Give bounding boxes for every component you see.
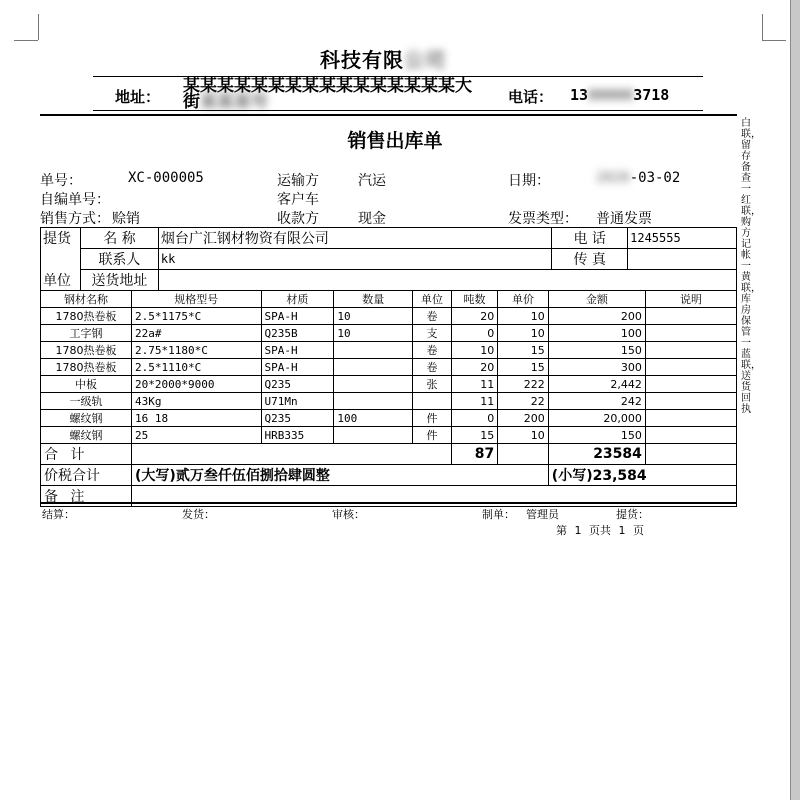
fax-value [628,249,737,270]
item-cell-规格型号: 43Kg [132,393,261,410]
pickup-phone-label: 电 话 [552,228,628,249]
item-cell-钢材名称: 1780热卷板 [41,308,132,325]
header-cell: 单位 [413,291,451,308]
item-cell-材质: SPA-H [261,342,334,359]
item-cell-钢材名称: 1780热卷板 [41,359,132,376]
contact-value: kk [158,249,551,270]
item-cell-规格型号: 20*2000*9000 [132,376,261,393]
amount-lower: (小写)23,584 [548,465,736,486]
item-cell-单位: 张 [413,376,451,393]
item-cell-材质: Q235B [261,325,334,342]
item-cell-单位 [413,393,451,410]
item-cell-数量: 10 [334,325,413,342]
contact-label: 联系人 [80,249,158,270]
header-cell: 材质 [261,291,334,308]
pickup-info-table [40,227,737,291]
item-cell-单位: 卷 [413,342,451,359]
phone-value: 13000003718 [570,86,670,104]
total-spacer [132,444,452,465]
item-cell-单价: 10 [498,325,549,342]
address-redacted: 某某某号 [200,92,268,112]
item-cell-吨数: 11 [451,376,498,393]
item-row [41,342,737,359]
item-cell-材质: SPA-H [261,359,334,376]
maker-label: 制单： [482,508,515,521]
shipper-label: 发货： [182,508,215,521]
item-cell-材质: SPA-H [261,308,334,325]
item-cell-说明 [645,342,736,359]
payment-label: 收款方 [277,211,319,227]
item-cell-数量: 10 [334,308,413,325]
item-cell-说明 [645,393,736,410]
pickup-unit-spacer [41,249,81,270]
tax-total-label: 价税合计 [41,465,132,486]
delivery-address [158,270,736,291]
item-cell-钢材名称: 螺纹钢 [41,410,132,427]
item-cell-说明 [645,427,736,444]
item-cell-单价: 22 [498,393,549,410]
item-cell-单位: 件 [413,410,451,427]
item-cell-材质: U71Mn [261,393,334,410]
item-cell-规格型号: 22a# [132,325,261,342]
item-row [41,359,737,376]
delivery-address-label: 送货地址 [80,270,158,291]
header-cell: 吨数 [451,291,498,308]
vertical-scrollbar[interactable] [791,0,800,800]
item-cell-单价: 15 [498,359,549,376]
header-cell: 钢材名称 [41,291,132,308]
tax-total-row [41,465,737,486]
item-cell-金额: 2,442 [548,376,645,393]
header-rule-1 [93,110,703,111]
pickup-unit-label-bottom: 单位 [41,270,81,291]
company-name: 科技有限公司 [320,44,446,73]
pickup-sign-label: 提货： [616,508,649,521]
item-cell-说明 [645,359,736,376]
item-cell-规格型号: 2.5*1175*C [132,308,261,325]
invoice-label: 发票类型： [508,211,578,227]
sale-mode-value: 赊销 [112,211,140,227]
settle-label: 结算： [42,508,75,521]
item-cell-吨数: 0 [451,410,498,427]
header-rule-2 [40,114,737,116]
document-title: 销售出库单 [347,130,443,152]
item-cell-说明 [645,410,736,427]
item-cell-数量 [334,376,413,393]
item-cell-数量 [334,359,413,376]
total-tons: 87 [451,444,498,465]
address-label: 地址： [115,88,161,106]
phone-redacted: 00000 [588,86,634,104]
item-cell-数量 [334,427,413,444]
audit-label: 审核： [332,508,365,521]
pickup-row [41,249,737,270]
item-cell-规格型号: 2.5*1110*C [132,359,261,376]
item-row [41,393,737,410]
item-cell-规格型号: 16 18 [132,410,261,427]
total-label: 合 计 [41,444,132,465]
company-name-redacted: 公司 [404,48,446,72]
item-cell-钢材名称: 螺纹钢 [41,427,132,444]
header-cell: 金额 [548,291,645,308]
date-redacted: 2020 [596,170,630,186]
total-price-spacer [498,444,549,465]
copy-distribution-note: 白联，留存备查一红联，购方记帐一黄联，库房保管一蓝联，送货回执 [741,118,761,415]
item-row [41,308,737,325]
item-cell-吨数: 15 [451,427,498,444]
invoice-value: 普通发票 [596,211,652,227]
remark-label: 备 注 [41,486,132,507]
item-cell-钢材名称: 1780热卷板 [41,342,132,359]
item-cell-金额: 150 [548,427,645,444]
item-cell-说明 [645,376,736,393]
items-table [40,290,737,507]
customer-car-label: 客户车 [277,192,319,208]
item-cell-吨数: 20 [451,359,498,376]
header-cell: 单价 [498,291,549,308]
name-label: 名 称 [80,228,158,249]
item-cell-说明 [645,308,736,325]
item-cell-单价: 222 [498,376,549,393]
order-no-label: 单号： [40,173,82,189]
item-cell-钢材名称: 一级轨 [41,393,132,410]
items-header-row [41,291,737,308]
item-row [41,427,737,444]
maker-value: 管理员 [526,508,559,521]
item-cell-单位: 卷 [413,308,451,325]
item-cell-材质: HRB335 [261,427,334,444]
pickup-unit-label-top: 提货 [41,228,81,249]
pickup-row [41,270,737,291]
item-cell-金额: 300 [548,359,645,376]
item-row [41,376,737,393]
amount-upper: (大写)贰万叁仟伍佰捌拾肆圆整 [132,465,549,486]
total-note-spacer [645,444,736,465]
fax-label: 传 真 [552,249,628,270]
item-cell-金额: 150 [548,342,645,359]
item-cell-数量: 100 [334,410,413,427]
item-cell-吨数: 11 [451,393,498,410]
item-cell-吨数: 20 [451,308,498,325]
item-cell-单价: 10 [498,308,549,325]
header-cell: 数量 [334,291,413,308]
date-label: 日期： [508,173,550,189]
item-cell-单价: 10 [498,427,549,444]
item-cell-金额: 20,000 [548,410,645,427]
item-cell-单价: 15 [498,342,549,359]
total-amount: 23584 [548,444,645,465]
item-cell-说明 [645,325,736,342]
item-cell-金额: 200 [548,308,645,325]
page-counter: 第 1 页共 1 页 [556,524,644,537]
phone-label: 电话： [508,88,554,106]
item-cell-单位: 支 [413,325,451,342]
crop-mark-top-left-h [14,40,38,41]
item-cell-金额: 242 [548,393,645,410]
header-cell: 规格型号 [132,291,261,308]
total-row [41,444,737,465]
item-row [41,410,737,427]
order-no: XC-000005 [128,170,204,186]
customer-name: 烟台广汇钢材物资有限公司 [158,228,551,249]
item-cell-数量 [334,393,413,410]
pickup-row [41,228,737,249]
header-cell: 说明 [645,291,736,308]
date-value: 2020-03-02 [596,170,681,186]
item-row [41,325,737,342]
item-cell-钢材名称: 工字钢 [41,325,132,342]
address-value: 某某某某某某某某某某某某某某某某大街某某某号 [183,76,472,112]
item-cell-吨数: 0 [451,325,498,342]
item-cell-数量 [334,342,413,359]
transport-label: 运输方 [277,173,319,189]
item-cell-规格型号: 25 [132,427,261,444]
item-cell-材质: Q235 [261,410,334,427]
sale-mode-label: 销售方式： [40,211,110,227]
crop-mark-top-right-h [762,40,786,41]
item-cell-单价: 200 [498,410,549,427]
pickup-phone: 1245555 [628,228,737,249]
footer-rule [40,502,737,504]
item-cell-材质: Q235 [261,376,334,393]
item-cell-单位: 卷 [413,359,451,376]
self-no-label: 自编单号： [40,192,110,208]
crop-mark-top-right [762,14,763,40]
item-cell-吨数: 10 [451,342,498,359]
crop-mark-top-left [38,14,39,40]
payment-value: 现金 [358,211,386,227]
item-cell-规格型号: 2.75*1180*C [132,342,261,359]
item-cell-钢材名称: 中板 [41,376,132,393]
transport-value: 汽运 [358,173,386,189]
item-cell-金额: 100 [548,325,645,342]
item-cell-单位: 件 [413,427,451,444]
